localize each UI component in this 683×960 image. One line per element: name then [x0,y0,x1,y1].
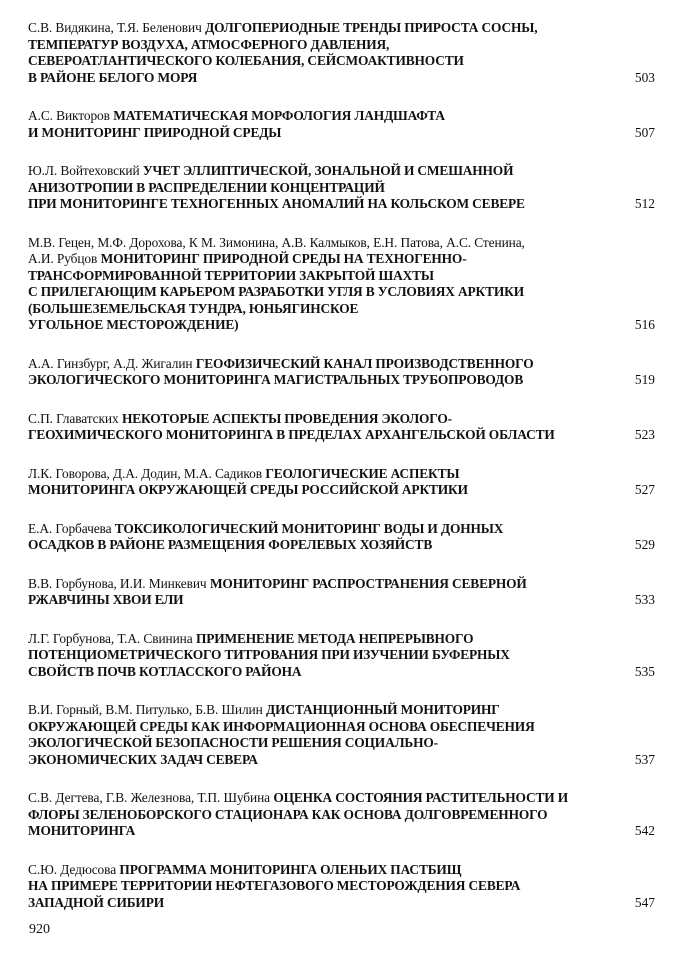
entry-title-line: ОЦЕНКА СОСТОЯНИЯ РАСТИТЕЛЬНОСТИ И [273,790,569,805]
toc-entry [28,790,655,840]
toc-entry-line [28,576,655,593]
toc-entry-line [28,702,655,719]
toc-entry-line [28,163,655,180]
entry-title-line: УГОЛЬНОЕ МЕСТОРОЖДЕНИЕ) [28,317,239,332]
entry-authors: Л.К. Говорова, Д.А. Додин, М.А. Садиков [28,465,262,481]
entry-page-number: 516 [634,317,655,332]
entry-page-number: 535 [634,663,655,679]
entry-title-line: УЧЕТ ЭЛЛИПТИЧЕСКОЙ, ЗОНАЛЬНОЙ И СМЕШАННОЙ [142,163,514,178]
entry-title-line: НА ПРИМЕРЕ ТЕРРИТОРИИ НЕФТЕГАЗОВОГО МЕСТОРОЖДЕНИЯ СЕВЕРА [28,878,521,893]
entry-title-line: ТОКСИКОЛОГИЧЕСКИЙ МОНИТОРИНГ ВОДЫ И ДОННЫХ [114,520,504,536]
entry-title-line: МОНИТОРИНГ ПРИРОДНОЙ СРЕДЫ НА ТЕХНОГЕННО- [100,251,467,266]
entry-authors: С.П. Главатских [28,410,119,426]
entry-title-line: ГЕОФИЗИЧЕСКИЙ КАНАЛ ПРОИЗВОДСТВЕННОГО [195,355,534,371]
entry-title-line: ФЛОРЫ ЗЕЛЕНОБОРСКОГО СТАЦИОНАРА КАК ОСНОВА ДОЛГОВРЕМЕННОГО [28,806,548,822]
entry-title-line: ГЕОЛОГИЧЕСКИЕ АСПЕКТЫ [265,465,460,481]
entry-title-line: В РАЙОНЕ БЕЛОГО МОРЯ [28,69,198,85]
entry-page-number: 542 [634,823,655,838]
entry-authors: С.В. Видякина, Т.Я. Беленович [28,20,202,35]
entry-title-line: ТЕМПЕРАТУР ВОЗДУХА, АТМОСФЕРНОГО ДАВЛЕНИЯ, [28,36,390,52]
entry-page-number: 537 [634,751,655,767]
toc-entry [28,631,655,681]
entry-title-line: ЭКОЛОГИЧЕСКОЙ БЕЗОПАСНОСТИ РЕШЕНИЯ СОЦИАЛЬНО- [28,735,438,750]
toc-entry [28,521,655,554]
entry-title-line: СВОЙСТВ ПОЧВ КОТЛАССКОГО РАЙОНА [28,663,302,679]
toc-entry-line [28,20,655,37]
entry-authors: С.Ю. Дедюсова [28,861,117,877]
toc-entry-line [28,521,655,538]
toc-entry [28,163,655,213]
entry-authors: Е.А. Горбачева [28,520,112,536]
entry-page-number: 533 [634,592,655,607]
toc-entry [28,466,655,499]
entry-title-line: ОСАДКОВ В РАЙОНЕ РАЗМЕЩЕНИЯ ФОРЕЛЕВЫХ ХОЗЯЙСТВ [28,537,433,552]
entry-authors: А.С. Викторов [28,108,110,123]
entry-title-line: И МОНИТОРИНГ ПРИРОДНОЙ СРЕДЫ [28,124,282,140]
entry-title-line: ДОЛГОПЕРИОДНЫЕ ТРЕНДЫ ПРИРОСТА СОСНЫ, [205,20,538,35]
entry-page-number: 529 [634,537,655,552]
entry-authors: Ю.Л. Войтеховский [28,163,140,178]
entry-page-number: 503 [634,69,655,85]
entry-title-line: ГЕОХИМИЧЕСКОГО МОНИТОРИНГА В ПРЕДЕЛАХ АРХАНГЕЛЬСКОЙ ОБЛАСТИ [28,427,555,442]
entry-page-number: 519 [634,372,655,387]
toc-entry-line [28,235,655,252]
entry-authors: Л.Г. Горбунова, Т.А. Свинина [28,630,193,646]
entry-title-line: РЖАВЧИНЫ ХВОИ ЕЛИ [28,592,184,607]
entry-authors: В.В. Горбунова, И.И. Минкевич [28,575,207,591]
entry-page-number: 523 [634,427,655,442]
toc-entry [28,108,655,141]
entry-authors: А.И. Рубцов [28,251,98,266]
entry-page-number: 547 [634,894,655,910]
toc-entry [28,862,655,912]
entry-title-line: ДИСТАНЦИОННЫЙ МОНИТОРИНГ [266,702,500,717]
table-of-contents [28,20,655,933]
entry-page-number: 507 [634,124,655,140]
toc-entry-line [28,251,655,268]
entry-page-number: 512 [634,196,655,211]
entry-title-line: МАТЕМАТИЧЕСКАЯ МОРФОЛОГИЯ ЛАНДШАФТА [113,108,445,123]
entry-title-line: ЭКОНОМИЧЕСКИХ ЗАДАЧ СЕВЕРА [28,751,258,767]
entry-title-line: ПРИ МОНИТОРИНГЕ ТЕХНОГЕННЫХ АНОМАЛИЙ НА КОЛЬСКОМ СЕВЕРЕ [28,196,525,211]
entry-title-line: АНИЗОТРОПИИ В РАСПРЕДЕЛЕНИИ КОНЦЕНТРАЦИЙ [28,179,385,195]
toc-entry [28,235,655,334]
toc-entry-line [28,356,655,373]
entry-title-line: (БОЛЬШЕЗЕМЕЛЬСКАЯ ТУНДРА, ЮНЬЯГИНСКОЕ [28,300,359,316]
toc-entry [28,20,655,86]
entry-title-line: МОНИТОРИНГ РАСПРОСТРАНЕНИЯ СЕВЕРНОЙ [209,575,527,591]
entry-authors: М.В. Гецен, М.Ф. Дорохова, К М. Зимонина, А.В. Калмыков, Е.Н. Патова, А.С. Стенина, [28,234,525,250]
entry-title-line: ПРИМЕНЕНИЕ МЕТОДА НЕПРЕРЫВНОГО [195,630,474,646]
toc-entry [28,356,655,389]
entry-title-line: ЗАПАДНОЙ СИБИРИ [28,894,164,910]
entry-title-line: С ПРИЛЕГАЮЩИМ КАРЬЕРОМ РАЗРАБОТКИ УГЛЯ В УСЛОВИЯХ АРКТИКИ [28,284,524,299]
entry-title-line: СЕВЕРОАТЛАНТИЧЕСКОГО КОЛЕБАНИЯ, СЕЙСМОАКТИВНОСТИ [28,53,464,68]
entry-title-line: ОКРУЖАЮЩЕЙ СРЕДЫ КАК ИНФОРМАЦИОННАЯ ОСНОВА ОБЕСПЕЧЕНИЯ [28,718,535,734]
entry-title-line: МОНИТОРИНГА ОКРУЖАЮЩЕЙ СРЕДЫ РОССИЙСКОЙ АРКТИКИ [28,482,468,497]
toc-entry-line [28,862,655,879]
toc-entry [28,411,655,444]
entry-title-line: МОНИТОРИНГА [28,823,136,838]
toc-entry [28,576,655,609]
entry-authors: А.А. Гинзбург, А.Д. Жигалин [28,355,193,371]
toc-entry-line [28,466,655,483]
toc-entry-line [28,631,655,648]
toc-entry [28,702,655,768]
entry-title-line: ПРОГРАММА МОНИТОРИНГА ОЛЕНЬИХ ПАСТБИЩ [119,861,462,877]
page-number: 920 [29,922,50,937]
entry-authors: В.И. Горный, В.М. Питулько, Б.В. Шилин [28,702,263,717]
entry-authors: С.В. Дегтева, Г.В. Железнова, Т.П. Шубина [28,790,270,805]
toc-entry-line [28,411,655,428]
entry-title-line: ПОТЕНЦИОМЕТРИЧЕСКОГО ТИТРОВАНИЯ ПРИ ИЗУЧЕНИИ БУФЕРНЫХ [28,647,510,662]
entry-title-line: НЕКОТОРЫЕ АСПЕКТЫ ПРОВЕДЕНИЯ ЭКОЛОГО- [121,410,452,426]
toc-entry-line [28,790,655,807]
toc-entry-line [28,108,655,125]
entry-title-line: ТРАНСФОРМИРОВАННОЙ ТЕРРИТОРИИ ЗАКРЫТОЙ ШАХТЫ [28,267,434,283]
entry-page-number: 527 [634,482,655,497]
entry-title-line: ЭКОЛОГИЧЕСКОГО МОНИТОРИНГА МАГИСТРАЛЬНЫХ ТРУБОПРОВОДОВ [28,372,524,387]
